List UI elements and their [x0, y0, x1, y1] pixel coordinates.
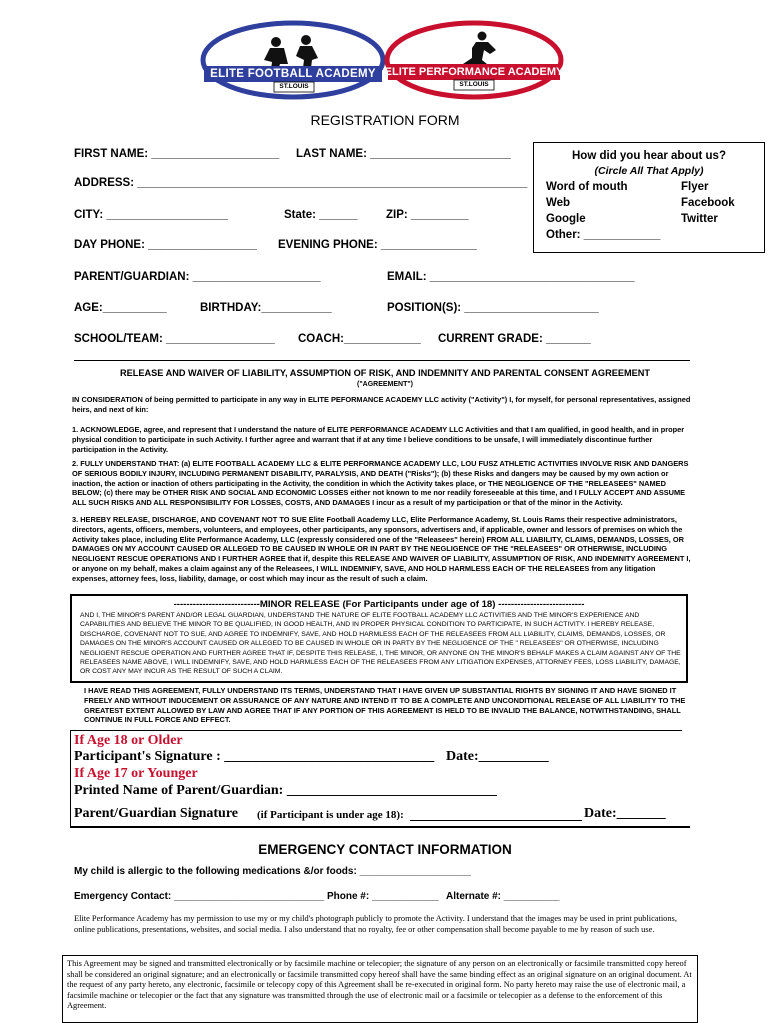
printed-name-line[interactable]: Printed Name of Parent/Guardian: ______________________________ — [74, 783, 497, 798]
signature-bottom-rule — [70, 826, 690, 828]
first-name-field[interactable]: FIRST NAME: ____________________ — [74, 148, 280, 160]
current-grade-field[interactable]: CURRENT GRADE: _______ — [438, 333, 591, 345]
photo-permission-text: Elite Performance Academy has my permission to use my or my child's photograph publicly to promote the Activity. I understand that the images may be used in print publications, online publications, presentations, websites, and social media. I also understand that no royalty, fee or other compensation shall become payable to me by reason of such use. — [74, 914, 677, 934]
right-logo-text: ELITE PERFORMANCE ACADEMY — [384, 66, 564, 78]
option-twitter[interactable]: Twitter — [681, 213, 718, 225]
parent-signature-note: (if Participant is under age 18): — [257, 809, 404, 821]
city-field[interactable]: CITY: ___________________ — [74, 209, 228, 221]
option-google[interactable]: Google — [546, 213, 586, 225]
alternate-phone-field[interactable]: Alternate #: __________ — [446, 891, 560, 902]
coach-field[interactable]: COACH:____________ — [298, 333, 421, 345]
section-divider — [74, 360, 690, 361]
positions-field[interactable]: POSITION(S): _____________________ — [387, 302, 599, 314]
have-read-statement: I HAVE READ THIS AGREEMENT, FULLY UNDERSTAND ITS TERMS, UNDERSTAND THAT I HAVE GIVEN UP SUBSTANTIAL RIGHTS BY SIGNING IT AND HAVE SIGNED IT FREELY AND WITHOUT INDUCEMENT OR ASSURANCE OF ANY NATURE AND INTEND IT TO BE A COMPLETE AND UNCONDITIONAL RELEASE OF ALL LIABILITY TO THE GREATEST EXTENT ALLOWED BY LAW AND AGREE THAT IF ANY PORTION OF THIS AGREEMENT IS HELD TO BE INVALID THE BALANCE, NOTWITHSTANDING, SHALL CONTINUE IN FULL FORCE AND EFFECT. — [84, 686, 686, 725]
parent-date-line[interactable]: Date:_______ — [584, 806, 666, 821]
if-18-or-older-label: If Age 18 or Older — [74, 733, 183, 748]
release-intro: IN CONSIDERATION of being permitted to participate in any way in ELITE PEFORMANCE ACADEMY LLC activity ("Activity") I, for myself, for personal representatives, assigned heirs, and next of kin: — [72, 395, 691, 414]
release-paragraph-3: 3. HEREBY RELEASE, DISCHARGE, AND COVENANT NOT TO SUE Elite Football Academy LLC, Elite Performance Academy, St. Louis Rams their respective administrators, directors, agents, officers, members, volunteers, and employees, other participants, any sponsors, advertisers and, if applicable, owner and lessors of premises on which the Activity takes place, including Elite Performance Academy, LLC (expressly considered one of the "Releasees" herein) FROM ALL LIABILITY, CLAIMS, DEMANDS, LOSSES, OR DAMAGES ON MY ACCOUNT CAUSED OR ALLEGED TO BE CAUSED IN WHOLE OR IN PART BY THE NEGLIGENCE OF THE "RELEASEES" OR OTHERWISE, INCLUDING NEGLIGENT RESCUE OPERATIONS AND I FURTHER AGREE that if, despite this RELEASE AND WAIVER OF LIABILITY, ASSUMPTION OF RISK, AND INDEMNITY AGREEMENT I, or anyone on my behalf, makes a claim against any of the Releasees, I WILL INDEMNIFY, SAVE, AND HOLD HARMLESS EACH OF THE RELEASEES from any litigation expenses, attorney fees, loss, liability, damage, or cost which may incur as the result of such a claim. — [72, 515, 691, 583]
left-logo-text: ELITE FOOTBALL ACADEMY — [210, 68, 376, 80]
circle-all-note: (Circle All That Apply) — [594, 165, 704, 177]
evening-phone-field[interactable]: EVENING PHONE: _______________ — [278, 239, 477, 251]
option-flyer[interactable]: Flyer — [681, 181, 709, 193]
option-web[interactable]: Web — [546, 197, 571, 209]
logo-elite-football-academy — [200, 20, 386, 100]
release-heading: RELEASE AND WAIVER OF LIABILITY, ASSUMPTION OF RISK, AND INDEMNITY AND PARENTAL CONSENT AGREEMENT — [120, 368, 650, 378]
emergency-contact-field[interactable]: Emergency Contact: ___________________________ Phone #: ____________ — [74, 891, 439, 902]
parent-signature-label: Parent/Guardian Signature — [74, 806, 239, 821]
emergency-contact-title: EMERGENCY CONTACT INFORMATION — [258, 842, 512, 857]
participant-signature-line[interactable]: Participant's Signature : ______________________________ — [74, 749, 435, 764]
option-word-of-mouth[interactable]: Word of mouth — [546, 181, 628, 193]
school-team-field[interactable]: SCHOOL/TEAM: _________________ — [74, 333, 275, 345]
option-facebook[interactable]: Facebook — [681, 197, 735, 209]
allergy-field[interactable]: My child is allergic to the following medications &/or foods: ____________________ — [74, 866, 471, 877]
performance-logo-icon — [384, 20, 564, 100]
electronic-signature-text: This Agreement may be signed and transmitted electronically or by facsimile machine or telecopier; the signature of any person on an electronically or facsimile transmitted copy hereof shall be considered an original signature; and an electronically or facsimile transmitted copy hereof shall have the same binding effect as an original signature on an original document. At the request of any party hereto, any electronic, facsimile or telecopy copy of this Agreement shall be re-executed in original form. No party hereto may raise the use of electronic mail, a facsimile machine or telecopier or the fact that any signature was transmitted through the use of electronic mail or a facsimile or telecopier as a defense to the enforcement of this Agreement. — [67, 959, 692, 1011]
age-field[interactable]: AGE:__________ — [74, 302, 167, 314]
release-paragraph-1: 1. ACKNOWLEDGE, agree, and represent that I understand the nature of ELITE PERFORMANCE ACADEMY LLC Activities and that I am qualified, in good health, and in proper physical condition to participate in such Activity. I further agree and warrant that if at any time I believe conditions to be unsafe, I will immediately discontinue further participation in the Activity. — [72, 425, 685, 454]
minor-release-heading: ---------------------------MINOR RELEASE (For Participants under age of 18) --------------------------- — [173, 599, 585, 610]
if-17-or-younger-label: If Age 17 or Younger — [74, 766, 198, 781]
birthday-field[interactable]: BIRTHDAY:___________ — [200, 302, 332, 314]
participant-date-line[interactable]: Date:__________ — [446, 749, 549, 764]
release-paragraph-2: 2. FULLY UNDERSTAND THAT: (a) ELITE FOOTBALL ACADEMY LLC & ELITE PERFORMANCE ACADEMY LLC, LOU FUSZ ATHLETIC ACTIVITIES INVOLVE RISK AND DANGERS OF SERIOUS BODILY INJURY, INCLUDING PERMANENT DISABILITY, PARALYSIS, AND DEATH ("Risks"); (b) these Risks and dangers may be caused by my own action or inaction, the action or inaction of others participating in the Activity, the condition in which the Activity takes place, or THE NEGLIGENCE OF THE "RELEASEES" NAMED BELOW; (c) there may be OTHER RISK AND SOCIAL AND ECONOMIC LOSSES either not known to me nor readily foreseeable at this time, and I FULLY ACCEPT AND ASSUME ALL SUCH RISKS AND ALL RESPONSIBILITY FOR LOSSES, COSTS, AND DAMAGES I incur as a result of my participation or that of the minor in the Activity. — [72, 459, 689, 508]
agreement-label: ("AGREEMENT") — [356, 381, 414, 388]
form-title: REGISTRATION FORM — [310, 112, 460, 128]
state-field[interactable]: State: ______ — [284, 209, 358, 221]
left-logo-subtext: ST.LOUIS — [279, 83, 309, 90]
email-field[interactable]: EMAIL: ________________________________ — [387, 271, 635, 283]
option-other[interactable]: Other: ____________ — [546, 229, 661, 241]
how-did-you-hear-title: How did you hear about us? — [572, 150, 726, 162]
parent-guardian-field[interactable]: PARENT/GUARDIAN: ____________________ — [74, 271, 321, 283]
minor-release-text: AND I, THE MINOR'S PARENT AND/OR LEGAL GUARDIAN, UNDERSTAND THE NATURE OF ELITE FOOTBALL ACADEMY LLC ACTIVITIES AND THE MINOR'S EXPERIENCE AND CAPABILITIES AND BELIEVE THE MINOR TO BE QUALIFIED, IN GOOD HEALTH, AND IN PROPER PHYSICAL CONDITION TO PARTICIPATE, IN SUCH ACTIVITY. I HEREBY RELEASE, DISCHARGE, COVENANT NOT TO SUE, AND AGREE TO INDEMNIFY, SAVE, AND HOLD HARMLESS EACH OF THE RELEASEES FROM ALL LIABILITY, CLAIMS, DEMANDS, LOSSES, OR DAMAGES ON THE MINOR'S ACCOUNT CAUSED OR ALLEGED TO BE CAUSED IN WHOLE OR IN PARTY BY THE NEGLIGENCE OF THE " RELEASEES" OR OTHERWISE, INCLUDING NEGLIGENT RESCUE OPERATION AND FURTHER AGREE THAT IF, DESPITE THIS RELEASE, I, THE MINOR, OR ANYONE ON THE MINOR'S BEHALF MAKES A CLAIM AGAINST ANY OF THE RELEASEES NAME ABOVE, I WILL INDEMNIFY, SAVE, AND HOLD HARMLESS EACH OF THE RELEASEES FROM ANY LITIGATION EXPENSES, ATTORNEY FEES, LOSS LIABILITY, DAMAGE, OR COST ANY MAY INCUR AS THE RESULT OF SUCH A CLAIM. — [80, 612, 681, 676]
day-phone-field[interactable]: DAY PHONE: _________________ — [74, 239, 257, 251]
parent-signature-line[interactable] — [410, 820, 582, 821]
last-name-field[interactable]: LAST NAME: ______________________ — [296, 148, 511, 160]
logo-elite-performance-academy — [384, 20, 564, 100]
zip-field[interactable]: ZIP: _________ — [386, 209, 469, 221]
right-logo-subtext: ST.LOUIS — [459, 81, 489, 88]
address-field[interactable]: ADDRESS: _____________________________________________________________ — [74, 177, 528, 189]
